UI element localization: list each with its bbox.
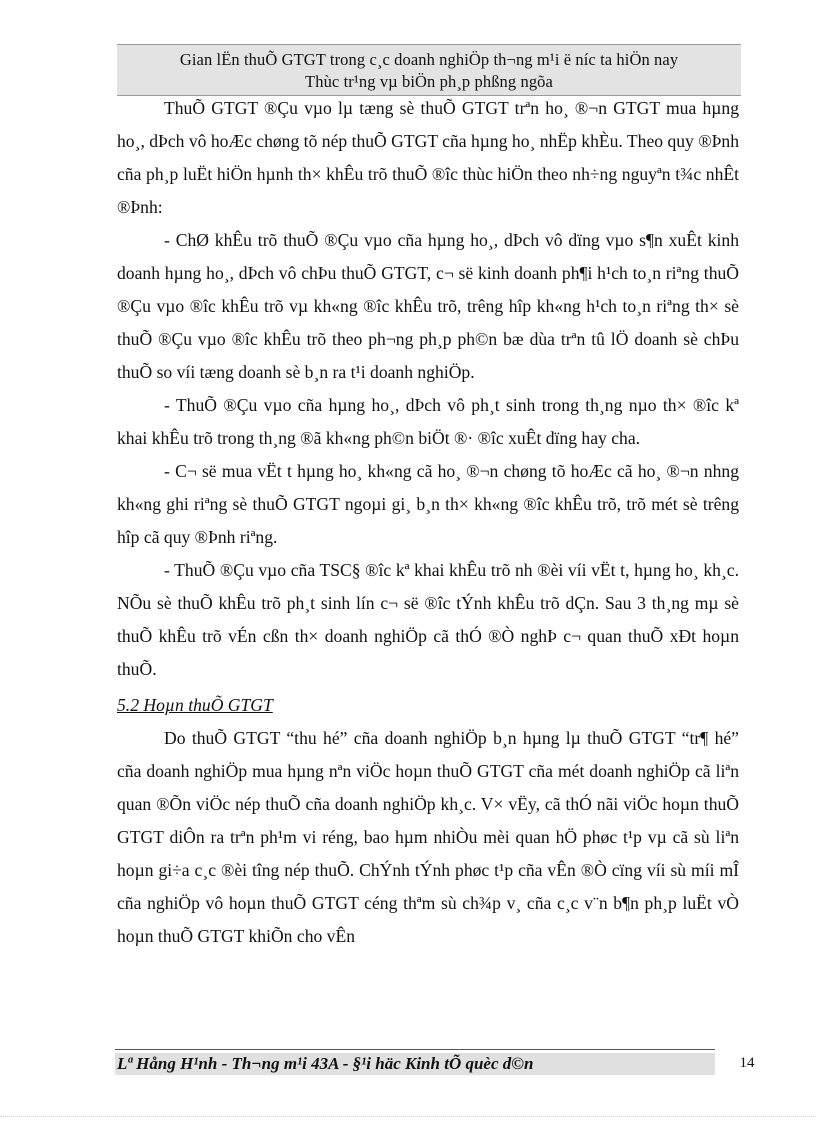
paragraph-rule-4: - ThuÕ ®Çu vµo cña TSC§ ®îc kª khai khÊu trõ nh ®èi víi vËt t, hµng ho¸ kh¸c. NÕu sè thuÕ khÊu trõ ph¸t sinh lín c¬ së ®îc tÝnh khÊu trõ dÇn. Sau 3 th¸ng mµ sè thuÕ khÊu trõ vÉn cßn th× doanh nghiÖp cã thÓ ®Ò nghÞ c¬ quan thuÕ xÐt hoµn thuÕ.: [117, 560, 739, 679]
paragraph-input-vat-definition: ThuÕ GTGT ®Çu vµo lµ tæng sè thuÕ GTGT trªn ho¸ ®¬n GTGT mua hµng ho¸, dÞch vô hoÆc chøng tõ nép thuÕ GTGT cña hµng ho¸ nhËp khÈu. Theo quy ®Þnh cña ph¸p luËt hiÖn hµnh th× khÊu trõ thuÕ ®îc thùc hiÖn theo nh÷ng nguyªn t¾c nhÊt ®Þnh:: [117, 98, 739, 217]
paragraph-rule-1: - ChØ khÊu trõ thuÕ ®Çu vµo cña hµng ho¸, dÞch vô dïng vµo s¶n xuÊt kinh doanh hµng ho¸, dÞch vô chÞu thuÕ GTGT, c¬ së kinh doanh ph¶i h¹ch to¸n riªng thuÕ ®Çu vµo ®îc khÊu trõ vµ kh«ng ®îc khÊu trõ, trêng hîp kh«ng h¹ch to¸n riªng th× sè thuÕ ®Çu vµo ®îc khÊu trõ theo ph¬ng ph¸p ph©n bæ dùa trªn tû lÖ doanh sè chÞu thuÕ so víi tæng doanh sè b¸n ra t¹i doanh nghiÖp.: [117, 230, 739, 382]
header-title-line2: Thùc tr¹ng vµ biÖn ph¸p phßng ngõa: [305, 72, 553, 91]
running-footer: Lª Hång H¹nh - Th¬ng m¹i 43A - §¹i häc Kinh tÕ quèc d©n: [115, 1053, 715, 1075]
document-body: [117, 92, 739, 953]
paragraph-vat-refund: Do thuÕ GTGT “thu hé” cña doanh nghiÖp b¸n hµng lµ thuÕ GTGT “tr¶ hé” cña doanh nghiÖp mua hµng nªn viÖc hoµn thuÕ GTGT cña mét doanh nghiÖp cã liªn quan ®Õn viÖc nép thuÕ cña doanh nghiÖp kh¸c. V× vËy, cã thÓ nãi viÖc hoµn thuÕ GTGT diÔn ra trªn ph¹m vi réng, bao hµm nhiÒu mèi quan hÖ phøc t¹p vµ cã sù liªn hoµn gi÷a c¸c ®èi tîng nép thuÕ. ChÝnh tÝnh phøc t¹p cña vÊn ®Ò cïng víi sù míi mÎ cña nghiÖp vô hoµn thuÕ GTGT céng thªm sù ch¾p v¸ cña c¸c v¨n b¶n ph¸p luËt vÒ hoµn thuÕ GTGT khiÕn cho vÊn: [117, 728, 739, 946]
section-heading: 5.2 Hoµn thuÕ GTGT: [117, 695, 273, 715]
footer-divider: [115, 1049, 715, 1050]
paragraph-rule-2: - ThuÕ ®Çu vµo cña hµng ho¸, dÞch vô ph¸t sinh trong th¸ng nµo th× ®îc kª khai khÊu trõ trong th¸ng ®ã kh«ng ph©n biÖt ®· ®îc xuÊt dïng hay cha.: [117, 395, 739, 448]
header-title-line1: Gian lËn thuÕ GTGT trong c¸c doanh nghiÖp th¬ng m¹i ë níc ta hiÖn nay: [179, 50, 679, 69]
paragraph-rule-3: - C¬ së mua vËt t hµng ho¸ kh«ng cã ho¸ ®¬n chøng tõ hoÆc cã ho¸ ®¬n nhng kh«ng ghi riªng sè thuÕ GTGT ngoµi gi¸ b¸n th× kh«ng ®îc khÊu trõ, trõ mét sè trêng hîp cã quy ®Þnh riªng.: [117, 461, 739, 547]
running-header: [117, 44, 741, 96]
page-number: 14: [739, 1055, 755, 1071]
page-bottom-edge: [0, 1116, 816, 1117]
